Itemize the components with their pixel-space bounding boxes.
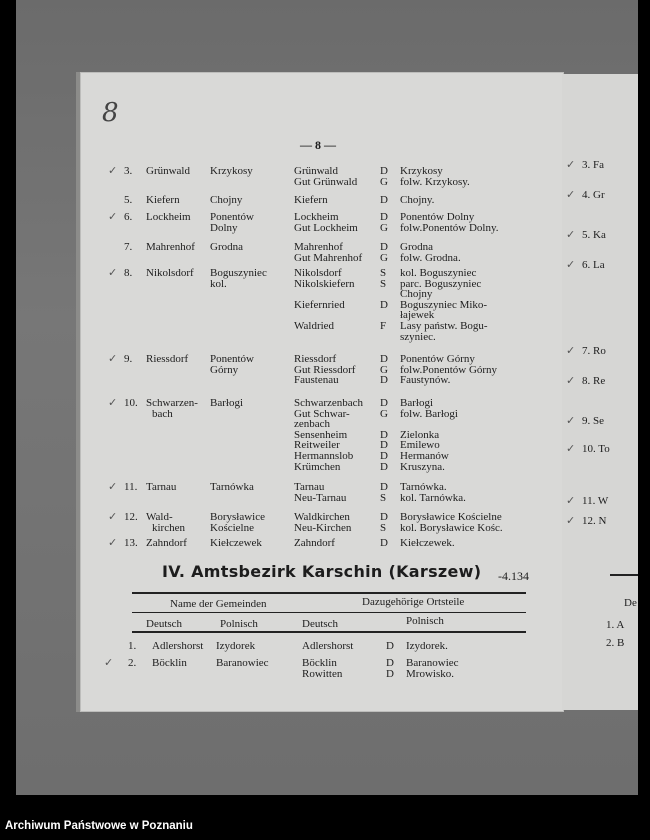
municipality-polish-name: Chojny <box>210 194 243 206</box>
locality-type-code: D <box>380 511 388 523</box>
locality-type-code: G <box>380 221 388 234</box>
locality-polish: szyniec. <box>400 330 436 343</box>
locality-polish: Tarnówka. <box>400 481 447 493</box>
locality-german: Kiefernried <box>294 298 345 311</box>
locality-type-code: D <box>380 481 388 493</box>
adjacent-page-section-header: De <box>624 597 637 609</box>
locality-german: Rowitten <box>302 667 343 680</box>
locality-german: Zahndorf <box>294 537 335 549</box>
locality-type-code: D <box>380 439 388 452</box>
locality-polish: Baranowiec <box>406 657 459 669</box>
section-heading: IV. Amtsbezirk Karschin (Karszew) <box>162 562 482 581</box>
locality-type-code: G <box>380 175 388 188</box>
checkmark-annotation: ✓ <box>108 396 118 409</box>
row-number: 5. <box>124 194 133 206</box>
locality-type-code: S <box>380 277 387 290</box>
locality-type-code: D <box>386 657 394 669</box>
locality-polish: Chojny <box>400 288 433 301</box>
adjacent-page-fragment <box>562 74 638 710</box>
locality-type-code: S <box>380 491 387 504</box>
municipality-german-name: Lockheim <box>146 211 191 223</box>
locality-type-code: D <box>380 298 388 311</box>
handwritten-page-number: 8 <box>102 98 119 128</box>
locality-german: Adlershorst <box>302 640 354 652</box>
row-number: 11. <box>124 481 138 493</box>
locality-polish: Hermanów <box>400 450 449 462</box>
locality-german: Schwarzenbach <box>294 397 364 409</box>
checkmark-annotation: ✓ <box>566 442 576 455</box>
locality-type-code: D <box>380 450 388 462</box>
locality-german: Reitweiler <box>294 439 340 452</box>
locality-type-code: D <box>380 211 388 223</box>
municipality-polish-name: Grodna <box>210 241 243 253</box>
checkmark-annotation: ✓ <box>566 514 576 527</box>
row-number: 7. <box>124 241 133 253</box>
divider <box>132 612 526 613</box>
adjacent-page-item: 9. Se <box>582 415 604 427</box>
locality-polish: Kiełczewek. <box>400 537 455 549</box>
checkmark-annotation: ✓ <box>108 266 118 279</box>
municipality-german-name-cont: kirchen <box>152 521 185 534</box>
subheader-polnisch: Polnisch <box>220 618 258 630</box>
municipality-german-name: Tarnau <box>146 481 177 493</box>
locality-german: Sensenheim <box>294 428 348 441</box>
locality-german: Gut Grünwald <box>294 175 358 188</box>
municipality-german-name: Zahndorf <box>146 537 187 549</box>
checkmark-annotation: ✓ <box>566 494 576 507</box>
checkmark-annotation: ✓ <box>566 228 576 241</box>
municipality-polish-name: Baranowiec <box>216 657 269 669</box>
divider <box>132 592 526 594</box>
municipality-polish-name-cont: Kościelne <box>210 521 254 534</box>
locality-polish: Barłogi <box>400 397 433 409</box>
locality-german: Nikolskiefern <box>294 277 355 290</box>
checkmark-annotation: ✓ <box>566 344 576 357</box>
checkmark-annotation: ✓ <box>108 536 118 549</box>
checkmark-annotation: ✓ <box>108 210 118 223</box>
municipality-polish-name: Boguszyniec <box>210 267 267 279</box>
locality-polish: folw.Ponentów Górny <box>400 363 498 376</box>
locality-german: Gut Lockheim <box>294 221 358 234</box>
locality-polish: folw. Barłogi <box>400 407 458 420</box>
adjacent-page-item: 6. La <box>582 259 605 271</box>
section-annotation: -4.134 <box>498 569 529 583</box>
locality-polish: Ponentów Górny <box>400 353 475 365</box>
row-number: 13. <box>124 537 138 549</box>
locality-german: Waldkirchen <box>294 511 350 523</box>
locality-polish: folw. Krzykosy. <box>400 175 470 188</box>
locality-polish: Mrowisko. <box>406 667 454 680</box>
adjacent-page-row: 1. A <box>606 619 625 631</box>
locality-type-code: D <box>380 374 388 387</box>
municipality-german-name-cont: bach <box>152 407 173 420</box>
locality-type-code: D <box>380 241 388 253</box>
row-number: 12. <box>124 511 138 523</box>
locality-polish: kol. Borysławice Kośc. <box>400 521 503 534</box>
locality-german: Gut Schwar- <box>294 407 350 420</box>
municipality-german-name: Adlershorst <box>152 640 204 652</box>
checkmark-annotation: ✓ <box>566 158 576 171</box>
locality-polish: Faustynów. <box>400 374 451 387</box>
column-header-localities: Dazugehörige Ortsteile <box>362 596 465 608</box>
checkmark-annotation: ✓ <box>566 414 576 427</box>
locality-type-code: D <box>380 397 388 409</box>
locality-polish: Kruszyna. <box>400 460 445 473</box>
document-page <box>80 72 564 712</box>
locality-polish: kol. Tarnówka. <box>400 491 466 504</box>
locality-polish: Boguszyniec Miko- <box>400 298 488 311</box>
locality-polish: Grodna <box>400 241 433 253</box>
locality-polish: Lasy państw. Bogu- <box>400 320 488 332</box>
subheader-deutsch: Deutsch <box>146 618 183 630</box>
adjacent-page-row: 2. B <box>606 637 625 649</box>
locality-type-code: S <box>380 267 387 279</box>
locality-german: Hermannslob <box>294 450 354 462</box>
locality-german: Lockheim <box>294 211 339 223</box>
locality-polish: kol. Boguszyniec <box>400 267 477 279</box>
locality-german: Grünwald <box>294 165 338 177</box>
municipality-polish-name-cont: Dolny <box>210 221 238 234</box>
adjacent-page-item: 8. Re <box>582 375 606 387</box>
adjacent-page-item: 10. To <box>582 443 610 455</box>
divider <box>132 631 526 633</box>
municipality-german-name: Böcklin <box>152 657 187 669</box>
locality-german: zenbach <box>294 418 331 431</box>
locality-german: Tarnau <box>294 481 325 493</box>
municipality-polish-name: Krzykosy <box>210 165 253 177</box>
row-number: 6. <box>124 211 133 223</box>
locality-type-code: D <box>380 194 388 206</box>
municipality-german-name: Mahrenhof <box>146 241 195 253</box>
municipality-german-name: Riessdorf <box>146 353 189 365</box>
locality-polish: parc. Boguszyniec <box>400 277 482 290</box>
checkmark-annotation: ✓ <box>108 164 118 177</box>
municipality-polish-name: Ponentów <box>210 353 254 365</box>
locality-type-code: D <box>386 667 394 680</box>
locality-german: Kiefern <box>294 194 328 206</box>
checkmark-annotation: ✓ <box>104 656 114 669</box>
locality-polish: folw.Ponentów Dolny. <box>400 221 499 234</box>
checkmark-annotation: ✓ <box>566 258 576 271</box>
municipality-polish-name-cont: Górny <box>210 363 239 376</box>
municipality-polish-name: Ponentów <box>210 211 254 223</box>
locality-type-code: S <box>380 521 387 534</box>
locality-german: Neu-Kirchen <box>294 521 352 534</box>
municipality-polish-name: Borysławice <box>210 511 265 523</box>
locality-polish: Ponentów Dolny <box>400 211 475 223</box>
locality-german: Waldried <box>294 320 335 332</box>
municipality-german-name: Wald- <box>146 511 173 523</box>
municipality-german-name: Kiefern <box>146 194 180 206</box>
footer-bar <box>0 812 650 840</box>
locality-polish: Emilewo <box>400 439 440 452</box>
locality-type-code: G <box>380 251 388 264</box>
locality-type-code: D <box>380 460 388 473</box>
locality-polish: Borysławice Kościelne <box>400 511 502 523</box>
locality-german: Krümchen <box>294 460 341 473</box>
municipality-german-name: Grünwald <box>146 165 190 177</box>
locality-polish: Zielonka <box>400 428 440 441</box>
locality-type-code: D <box>380 428 388 441</box>
locality-polish: Krzykosy <box>400 165 443 177</box>
archive-credit: Archiwum Państwowe w Poznaniu <box>5 820 193 832</box>
locality-type-code: F <box>380 320 387 332</box>
checkmark-annotation: ✓ <box>108 480 118 493</box>
checkmark-annotation: ✓ <box>108 510 118 523</box>
page-number: — 8 — <box>300 138 336 152</box>
locality-german: Faustenau <box>294 374 339 387</box>
municipality-polish-name: Barłogi <box>210 397 243 409</box>
municipality-polish-name: Izydorek <box>216 640 256 652</box>
municipality-german-name: Nikolsdorf <box>146 267 194 279</box>
adjacent-page-item: 3. Fa <box>582 159 604 171</box>
municipality-polish-name: Kiełczewek <box>210 537 262 549</box>
municipality-polish-name: Tarnówka <box>210 481 254 493</box>
row-number: 9. <box>124 353 133 365</box>
municipality-polish-name-cont: kol. <box>210 277 227 290</box>
checkmark-annotation: ✓ <box>108 352 118 365</box>
locality-type-code: D <box>380 165 388 177</box>
locality-german: Riessdorf <box>294 353 337 365</box>
row-number: 2. <box>128 657 137 669</box>
locality-german: Nikolsdorf <box>294 267 342 279</box>
row-number: 8. <box>124 267 133 279</box>
adjacent-page-item: 12. N <box>582 515 607 527</box>
locality-type-code: G <box>380 363 388 376</box>
adjacent-page-item: 7. Ro <box>582 345 606 357</box>
locality-german: Gut Mahrenhof <box>294 251 363 264</box>
locality-type-code: G <box>380 407 388 420</box>
locality-german: Neu-Tarnau <box>294 491 347 504</box>
row-number: 10. <box>124 397 138 409</box>
subheader-polnisch-2: Polnisch <box>406 615 444 627</box>
locality-polish: folw. Grodna. <box>400 251 461 264</box>
locality-type-code: D <box>380 353 388 365</box>
checkmark-annotation: ✓ <box>566 374 576 387</box>
adjacent-page-item: 5. Ka <box>582 229 606 241</box>
locality-polish: Chojny. <box>400 194 435 206</box>
locality-german: Böcklin <box>302 657 337 669</box>
locality-type-code: D <box>386 640 394 652</box>
locality-polish: Izydorek. <box>406 640 448 652</box>
locality-german: Gut Riessdorf <box>294 363 356 376</box>
municipality-german-name: Schwarzen- <box>146 397 198 409</box>
locality-polish: łajewek <box>400 309 435 322</box>
locality-german: Mahrenhof <box>294 241 343 253</box>
row-number: 3. <box>124 165 133 177</box>
locality-type-code: D <box>380 537 388 549</box>
row-number: 1. <box>128 640 137 652</box>
divider <box>610 574 638 576</box>
adjacent-page-item: 11. W <box>582 495 609 507</box>
column-header-municipalities: Name der Gemeinden <box>170 598 267 610</box>
adjacent-page-item: 4. Gr <box>582 189 605 201</box>
checkmark-annotation: ✓ <box>566 188 576 201</box>
subheader-deutsch-2: Deutsch <box>302 618 339 630</box>
